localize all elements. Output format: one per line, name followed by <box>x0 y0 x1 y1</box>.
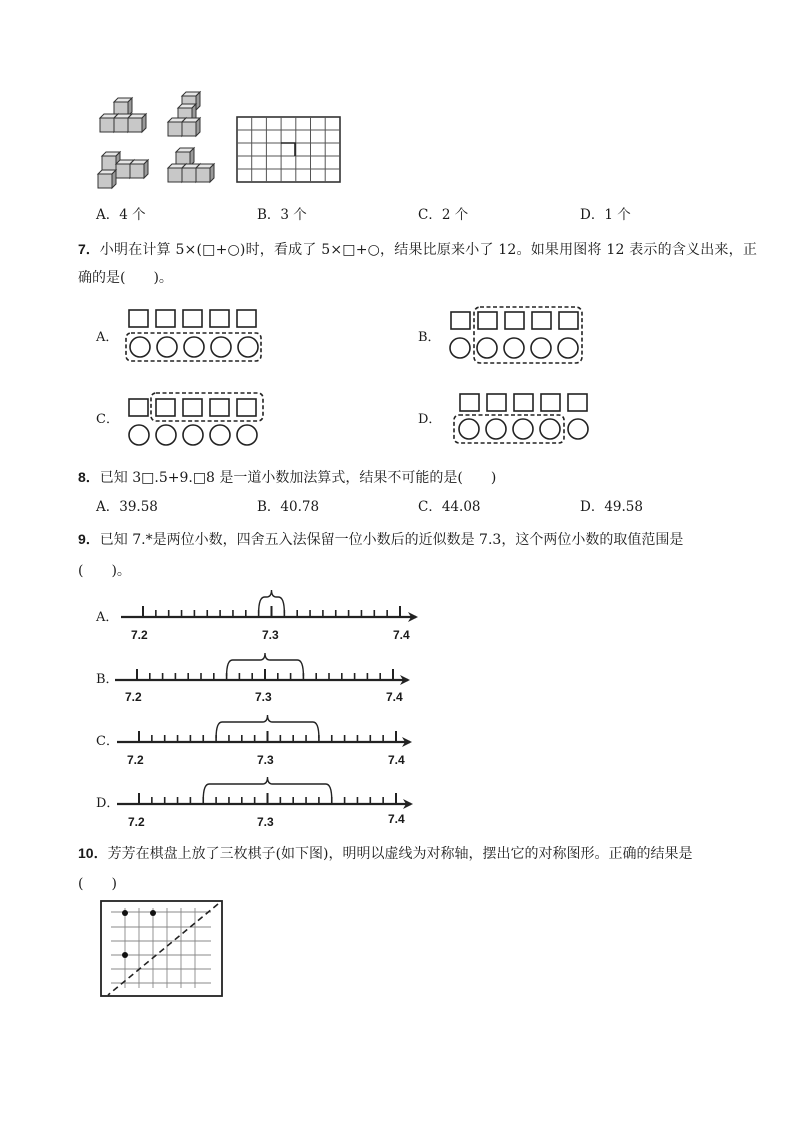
axis-label-7-2: 7.2 <box>127 753 144 767</box>
axis-label-7-4: 7.4 <box>388 753 405 767</box>
q6-option-a[interactable] <box>96 205 146 225</box>
axis-label-7-3: 7.3 <box>257 753 274 767</box>
axis-label-7-3: 7.3 <box>257 815 274 829</box>
axis-label-7-2: 7.2 <box>125 690 142 704</box>
arrow-head-icon <box>403 799 413 809</box>
chess-piece <box>150 910 156 916</box>
q7-option-b-label[interactable]: B． <box>418 330 441 345</box>
q6-option-c[interactable] <box>418 205 468 225</box>
axis-label-7-4: 7.4 <box>386 690 403 704</box>
axis-label-7-3: 7.3 <box>262 628 279 642</box>
q8-option-d[interactable] <box>580 497 643 517</box>
option-text: 3 个 <box>280 207 307 223</box>
range-brace <box>259 590 285 613</box>
range-brace <box>227 653 304 676</box>
option-letter: C． <box>418 499 442 515</box>
arrow-head-icon <box>408 612 418 622</box>
q10-stem-line1 <box>78 843 693 864</box>
axis-label-7-4: 7.4 <box>393 628 410 642</box>
option-text: 39.58 <box>119 499 158 515</box>
question-text: 小明在计算 5×(□+○)时，看成了 5×□+○，结果比原来小了 12。如果用图将 12 表示的含义出来，正 <box>99 242 758 258</box>
q7-stem-line1 <box>78 239 757 260</box>
q7-option-a-figure <box>124 306 264 366</box>
arrow-head-icon <box>402 737 412 747</box>
q7-option-d-figure <box>450 390 595 450</box>
axis-label-7-2: 7.2 <box>131 628 148 642</box>
option-text: 2 个 <box>441 207 469 223</box>
option-letter: A． <box>96 207 120 223</box>
question-text: 已知 3□.5+9.□8 是一道小数加法算式，结果不可能的是( ) <box>99 470 497 486</box>
q7-stem-line2: 确的是( )。 <box>78 270 173 286</box>
q6-option-d[interactable] <box>580 205 631 225</box>
option-text: 40.78 <box>280 499 320 515</box>
q10-stem-line2: ( ) <box>78 876 117 892</box>
grid-figure <box>236 116 342 184</box>
q9-stem-line2: ( )。 <box>78 563 131 579</box>
question-text: 芳芳在棋盘上放了三枚棋子(如下图)，明明以虚线为对称轴，摆出它的对称图形。正确的结果是 <box>107 846 693 862</box>
question-number: 8． <box>78 469 100 485</box>
option-letter: B． <box>257 207 281 223</box>
q9-stem-line1 <box>78 529 683 550</box>
option-letter: D． <box>580 207 605 223</box>
question-text: 已知 7.*是两位小数，四舍五入法保留一位小数后的近似数是 7.3，这个两位小数的取值范围是 <box>99 532 684 548</box>
q10-chessboard-figure <box>100 900 224 998</box>
q9-option-d-label[interactable]: D． <box>96 796 120 811</box>
question-number: 9． <box>78 531 100 547</box>
q8-option-b[interactable] <box>257 497 319 517</box>
question-number: 10． <box>78 845 108 861</box>
q7-option-c-label[interactable]: C． <box>96 412 119 427</box>
q8-stem <box>78 467 496 488</box>
option-text: 44.08 <box>441 499 481 515</box>
question-number: 7． <box>78 241 100 257</box>
axis-label-7-4: 7.4 <box>388 812 405 826</box>
q8-option-a[interactable] <box>96 497 158 517</box>
q9-option-c-label[interactable]: C． <box>96 734 119 749</box>
option-text: 1 个 <box>604 207 631 223</box>
q7-option-d-label[interactable]: D． <box>418 412 442 427</box>
cube-stacks-figure <box>96 92 226 192</box>
option-letter: C． <box>418 207 442 223</box>
q6-option-b[interactable] <box>257 205 307 225</box>
q8-option-c[interactable] <box>418 497 481 517</box>
arrow-head-icon <box>400 675 410 685</box>
q9-option-a-label[interactable]: A． <box>96 610 119 625</box>
range-brace <box>203 777 332 800</box>
q7-option-b-figure <box>446 306 586 366</box>
option-text: 4 个 <box>119 207 146 223</box>
option-text: 49.58 <box>604 499 643 515</box>
option-letter: B． <box>257 499 281 515</box>
axis-label-7-2: 7.2 <box>128 815 145 829</box>
q9-option-b-label[interactable]: B． <box>96 672 119 687</box>
option-letter: D． <box>580 499 605 515</box>
q7-option-c-figure <box>124 390 269 450</box>
chess-piece <box>122 952 128 958</box>
axis-label-7-3: 7.3 <box>255 690 272 704</box>
chess-piece <box>122 910 128 916</box>
option-letter: A． <box>96 499 120 515</box>
range-brace <box>216 715 319 738</box>
q7-option-a-label[interactable]: A． <box>96 330 119 345</box>
